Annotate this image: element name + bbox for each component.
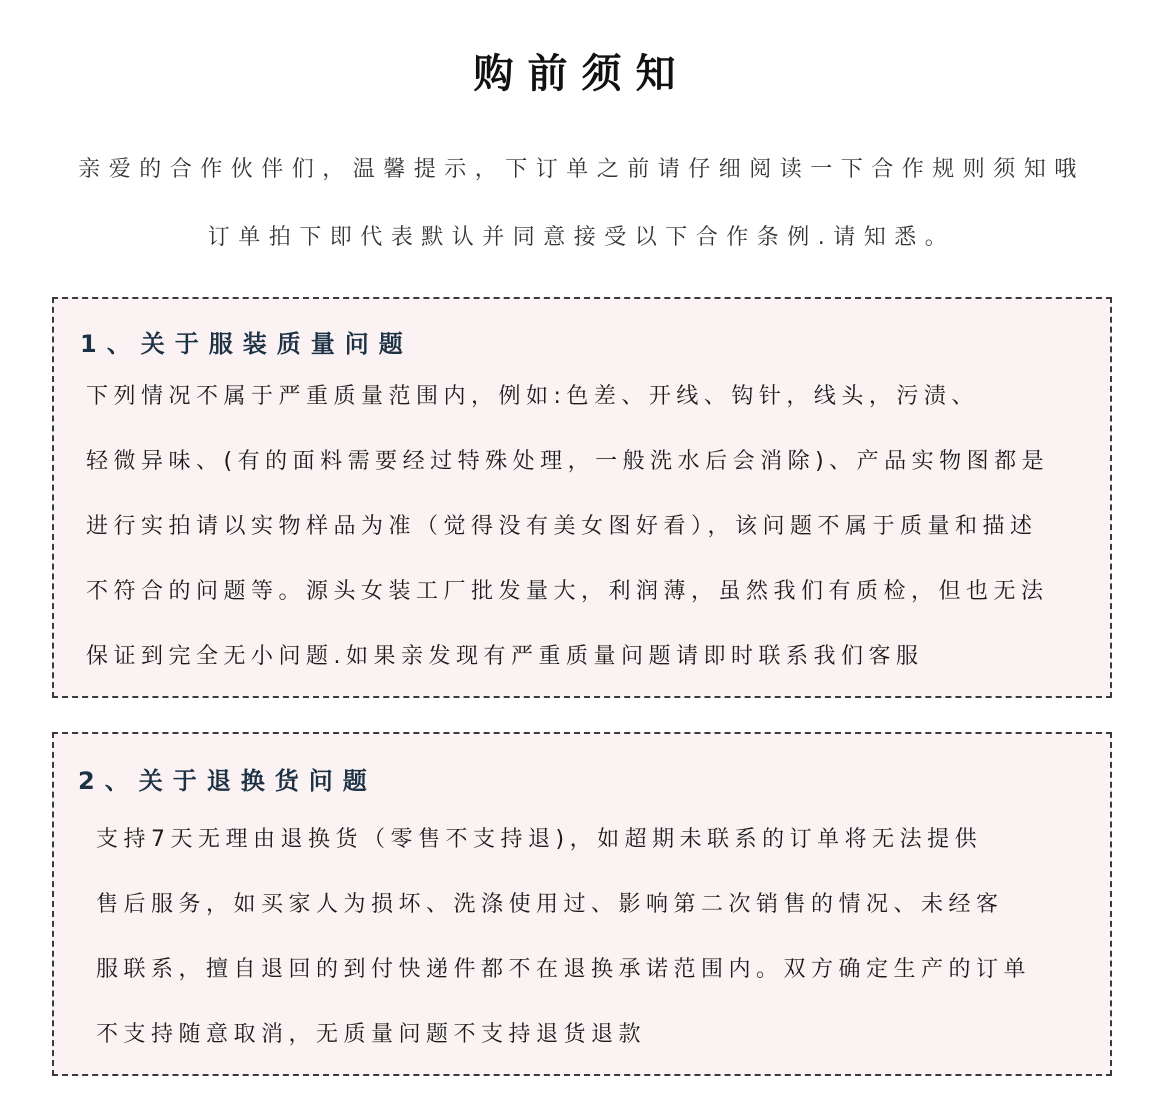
returns-text-line: 不支持随意取消，无质量问题不支持退货退款: [96, 1022, 647, 1047]
quality-text-line: 进行实拍请以实物样品为准（觉得没有美女图好看），该问题不属于质量和描述: [86, 514, 1038, 539]
quality-notice-box: [52, 297, 1112, 698]
intro-line-1: 亲爱的合作伙伴们，温馨提示，下订单之前请仔细阅读一下合作规则须知哦: [78, 157, 1085, 182]
returns-text-line: 服联系，擅自退回的到付快递件都不在退换承诺范围内。双方确定生产的订单: [96, 957, 1032, 982]
returns-section-heading: 2、关于退换货问题: [78, 767, 377, 795]
returns-text-line: 支持7天无理由退换货（零售不支持退)，如超期未联系的订单将无法提供: [96, 827, 983, 852]
quality-text-line: 保证到完全无小问题.如果亲发现有严重质量问题请即时联系我们客服: [86, 644, 924, 669]
returns-notice-box: [52, 732, 1112, 1076]
quality-text-line: 不符合的问题等。源头女装工厂批发量大，利润薄，虽然我们有质检，但也无法: [86, 579, 1049, 604]
quality-section-heading: 1、关于服装质量问题: [80, 330, 413, 358]
returns-text-line: 售后服务，如买家人为损坏、洗涤使用过、影响第二次销售的情况、未经客: [96, 892, 1004, 917]
quality-text-line: 轻微异味、(有的面料需要经过特殊处理，一般洗水后会消除)、产品实物图都是: [86, 449, 1050, 474]
page-title: 购前须知: [473, 51, 690, 97]
quality-text-line: 下列情况不属于严重质量范围内，例如:色差、开线、钩针，线头，污渍、: [86, 384, 979, 409]
intro-line-2: 订单拍下即代表默认并同意接受以下合作条例.请知悉。: [207, 225, 956, 250]
